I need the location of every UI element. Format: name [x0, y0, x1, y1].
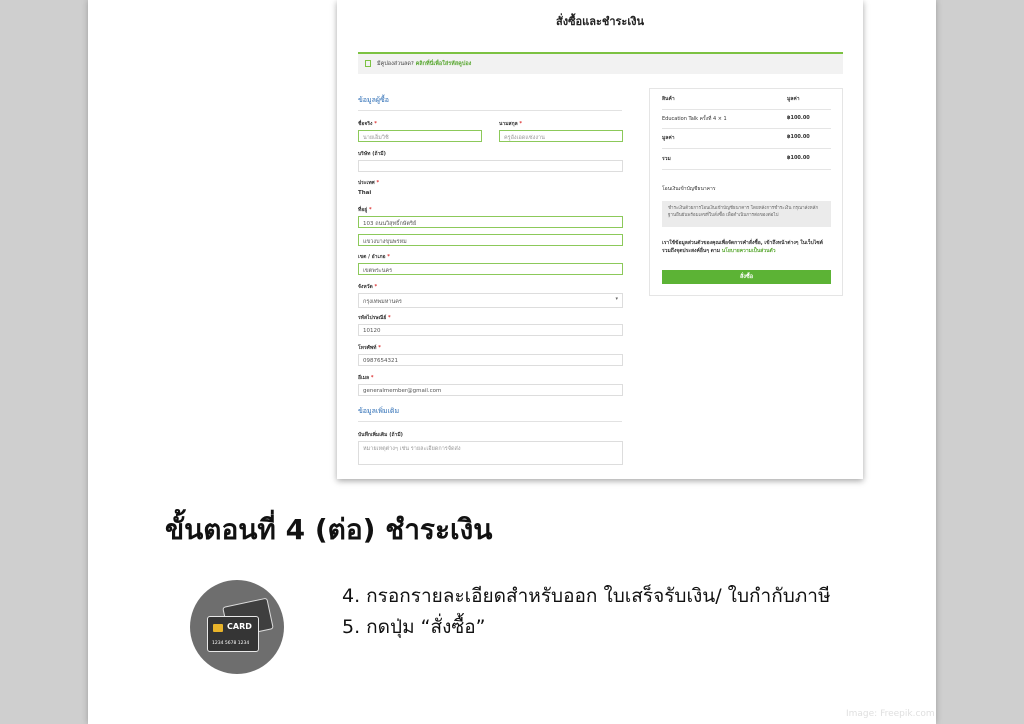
province-select[interactable]	[358, 293, 623, 308]
company-input[interactable]	[358, 160, 623, 172]
order-item-price: ฿100.00	[787, 115, 810, 121]
email-label: อีเมล *	[358, 375, 374, 381]
province-value: กรุงเทพมหานคร	[363, 299, 402, 305]
additional-heading: ข้อมูลเพิ่มเติม	[358, 406, 622, 422]
subtotal-value: ฿100.00	[787, 134, 810, 140]
instruction-step-4: 4. กรอกรายละเอียดสำหรับออก ใบเสร็จรับเงิน/ ใบกำกับภาษี	[342, 585, 831, 607]
address-label: ที่อยู่ *	[358, 207, 372, 213]
phone-input[interactable]: 0987654321	[358, 354, 623, 366]
privacy-text: เราใช้ข้อมูลส่วนตัวของคุณเพื่อจัดการคำสั่งซื้อ, เข้าถึงหน้าต่างๆ ในเว็บไซต์ รวมถึงจุดประสงค์อื่นๆ ตาม นโยบายความเป็นส่วนตัว	[662, 240, 823, 254]
instruction-step-5: 5. กดปุ่ม “สั่งซื้อ”	[342, 616, 486, 638]
place-order-button[interactable]: สั่งซื้อ	[662, 270, 831, 284]
payment-note: ชำระเงินด้วยการโอนเงินเข้าบัญชีธนาคาร โดยหลังการชำระเงิน กรุณาส่งหลักฐานยืนยันพร้อมเลขที่ใบสั่งซื้อ เพื่อดำเนินการต่อของต่อไป	[662, 201, 831, 227]
last-name-label: นามสกุล *	[499, 121, 523, 127]
address-line2-input[interactable]: แขวงบางขุนพรหม	[358, 234, 623, 246]
company-label: บริษัท (ถ้ามี)	[358, 151, 386, 157]
notes-textarea[interactable]: หมายเหตุต่างๆ เช่น รายละเอียดการจัดส่ง	[358, 441, 623, 465]
total-value: ฿100.00	[787, 155, 810, 161]
billing-heading: ข้อมูลผู้ซื้อ	[358, 95, 622, 111]
province-label: จังหวัด *	[358, 284, 378, 290]
card-front-shape	[207, 616, 259, 652]
last-name-input[interactable]: ครูอังเอดแซ่งงาน	[499, 130, 623, 142]
credit-card-icon	[190, 580, 284, 674]
chevron-down-icon: ▾	[615, 296, 618, 302]
coupon-question: มีคูปองส่วนลด?	[377, 61, 414, 67]
district-input[interactable]: เขตพระนคร	[358, 263, 623, 275]
district-label: เขต / อำเภอ *	[358, 254, 390, 260]
total-label: รวม	[662, 156, 671, 162]
coupon-link[interactable]: คลิกที่นี่เพื่อใส่รหัสคูปอง	[415, 61, 472, 67]
divider	[662, 109, 831, 110]
card-label: CARD	[227, 622, 252, 631]
document-page	[88, 0, 936, 724]
payment-method-label[interactable]: โอนเงินเข้าบัญชีธนาคาร	[662, 186, 716, 192]
checkout-screenshot	[337, 0, 863, 479]
email-input[interactable]: generalmember@gmail.com	[358, 384, 623, 396]
first-name-label: ชื่อจริง *	[358, 121, 377, 127]
country-label: ประเทศ *	[358, 180, 380, 186]
postcode-label: รหัสไปรษณีย์ *	[358, 315, 391, 321]
order-item-name: Education Talk ครั้งที่ 4 × 1	[662, 116, 727, 122]
divider	[662, 128, 831, 129]
checkout-title: สั่งซื้อและชำระเงิน	[555, 15, 644, 28]
privacy-link[interactable]: นโยบายความเป็นส่วนตัว	[721, 248, 776, 254]
country-value: Thai	[358, 190, 372, 196]
card-number: 1234 5678 1234	[212, 641, 250, 646]
step-heading: ขั้นตอนที่ 4 (ต่อ) ชำระเงิน	[165, 513, 493, 546]
subtotal-label: มูลค่า	[662, 135, 675, 141]
order-summary	[649, 88, 843, 296]
divider	[662, 148, 831, 149]
divider	[662, 169, 831, 170]
notes-label: บันทึกเพิ่มเติม (ถ้ามี)	[358, 432, 403, 438]
coupon-icon	[365, 60, 371, 67]
phone-label: โทรศัพท์ *	[358, 345, 381, 351]
coupon-notice	[358, 52, 843, 74]
col-product-header: สินค้า	[662, 96, 675, 102]
first-name-input[interactable]: นายเอ็มวิชิ	[358, 130, 482, 142]
chip-icon	[213, 624, 223, 632]
postcode-input[interactable]: 10120	[358, 324, 623, 336]
col-price-header: มูลค่า	[787, 96, 800, 102]
address-line1-input[interactable]: 103 ถนนวิสุทธิ์กษัตริย์	[358, 216, 623, 228]
watermark: Image: Freepik.com	[846, 709, 935, 719]
